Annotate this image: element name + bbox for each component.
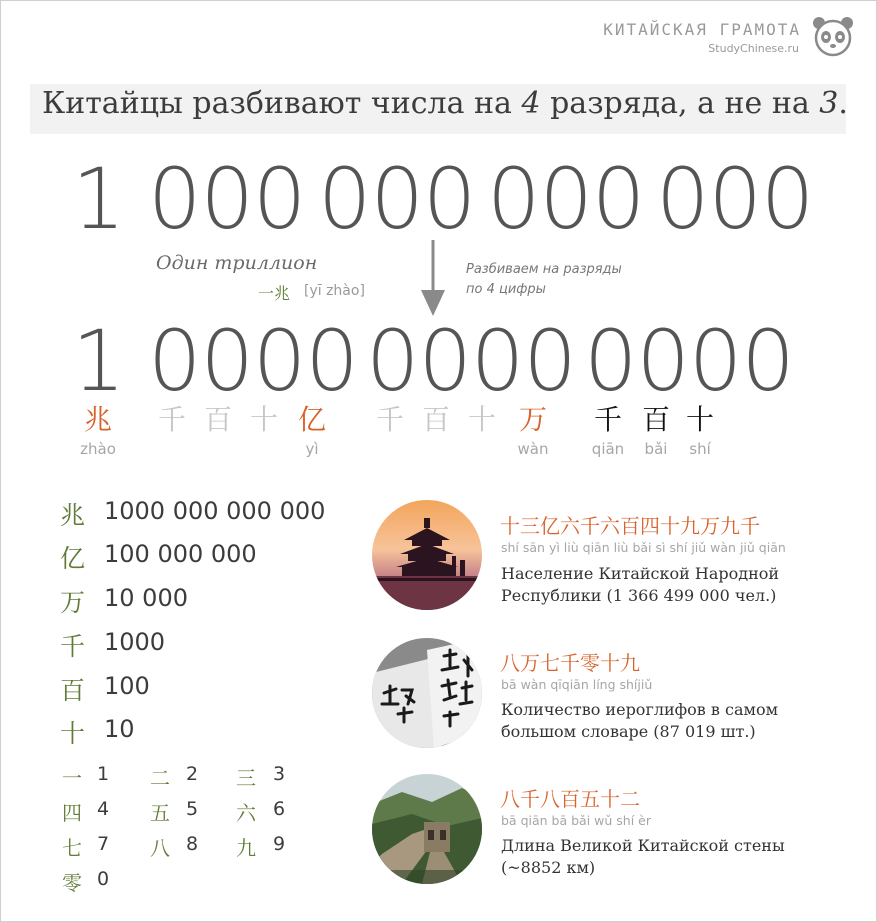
place-char: 十 <box>467 403 496 436</box>
digit-char: 二 <box>150 766 170 790</box>
unit-char: 百 <box>60 676 86 705</box>
number-group: 000 <box>318 150 476 248</box>
place-pinyin: wàn <box>517 440 549 458</box>
fact-description: Длина Великой Китайской стены (~8852 км) <box>501 836 785 877</box>
trillion-hanzi: 一兆 <box>258 284 291 303</box>
digit-value: 4 <box>97 798 110 820</box>
trillion-pinyin: [yī zhào] <box>304 283 365 299</box>
place-char: 十 <box>249 403 278 436</box>
fact-description: Количество иероглифов в самом большом словаре (87 019 шт.) <box>501 700 779 741</box>
number-group: 000 <box>148 150 306 248</box>
digit-char: 七 <box>62 836 82 860</box>
arrow-down-icon <box>420 240 446 318</box>
digit-value: 5 <box>186 798 199 820</box>
fact-hanzi: 八千八百五十二 <box>500 787 640 811</box>
calligraphy-photo <box>372 638 482 748</box>
digit-value: 9 <box>273 833 286 855</box>
digit-char: 八 <box>150 836 170 860</box>
digit-char: 四 <box>62 801 82 825</box>
panda-icon[interactable] <box>812 15 854 57</box>
digit-value: 7 <box>97 833 110 855</box>
unit-value: 10 <box>104 715 135 743</box>
unit-value: 100 000 000 <box>104 540 257 568</box>
unit-char: 万 <box>60 588 86 617</box>
digit-char: 五 <box>150 801 170 825</box>
unit-char: 十 <box>60 719 86 748</box>
place-pinyin: shí <box>689 440 711 458</box>
digit-char: 三 <box>236 766 256 790</box>
unit-value: 10 000 <box>104 584 188 612</box>
number-group: 000 <box>656 150 814 248</box>
number-group: 0000 <box>366 312 576 410</box>
pagoda-sunset-photo <box>372 500 482 610</box>
brand-name[interactable]: КИТАЙСКАЯ ГРАМОТА <box>603 20 801 39</box>
digit-char: 一 <box>62 766 82 790</box>
split-note: Разбиваем на разряды по 4 цифры <box>466 262 622 297</box>
digit-value: 0 <box>97 868 110 890</box>
place-char: 万 <box>518 403 547 436</box>
digit-char: 九 <box>236 836 256 860</box>
place-char: 十 <box>685 403 714 436</box>
place-char: 百 <box>641 403 670 436</box>
unit-value: 1000 000 000 000 <box>104 497 326 525</box>
headline: Китайцы разбивают числа на 4 разряда, а не на 3. <box>42 86 848 121</box>
digit-value: 2 <box>186 763 199 785</box>
fact-hanzi: 十三亿六千六百四十九万九千 <box>500 514 760 538</box>
trillion-label: Один триллион <box>156 252 318 274</box>
fact-pinyin: bā qiān bā bǎi wǔ shí èr <box>501 813 651 828</box>
number-lead: 1 <box>72 150 125 248</box>
digit-char: 六 <box>236 801 256 825</box>
place-char: 千 <box>157 403 186 436</box>
place-pinyin: yì <box>305 440 319 458</box>
unit-char: 亿 <box>60 544 86 573</box>
digit-value: 3 <box>273 763 286 785</box>
fact-description: Население Китайской Народной Республики (1 366 499 000 чел.) <box>501 564 780 605</box>
place-char: 兆 <box>83 403 112 436</box>
place-char: 百 <box>421 403 450 436</box>
fact-pinyin: bā wàn qīqiān líng shíjiǔ <box>501 677 653 692</box>
brand-site[interactable]: StudyChinese.ru <box>708 42 799 55</box>
place-char: 亿 <box>297 403 326 436</box>
number-group: 0000 <box>148 312 358 410</box>
fact-hanzi: 八万七千零十九 <box>500 651 640 675</box>
place-char: 千 <box>593 403 622 436</box>
digit-char: 零 <box>62 871 82 895</box>
unit-value: 100 <box>104 672 150 700</box>
number-group: 000 <box>487 150 645 248</box>
place-char: 千 <box>375 403 404 436</box>
fact-pinyin: shí sān yì liù qiān liù bǎi sì shí jiǔ wàn jiǔ qiān <box>501 540 786 555</box>
digit-value: 6 <box>273 798 286 820</box>
place-char: 百 <box>203 403 232 436</box>
unit-char: 兆 <box>60 501 86 530</box>
great-wall-photo <box>372 774 482 884</box>
place-pinyin: bǎi <box>644 440 668 458</box>
digit-value: 8 <box>186 833 199 855</box>
place-pinyin: zhào <box>80 440 116 458</box>
unit-char: 千 <box>60 632 86 661</box>
number-group: 0000 <box>584 312 794 410</box>
number-lead: 1 <box>72 312 125 410</box>
place-pinyin: qiān <box>591 440 625 458</box>
unit-value: 1000 <box>104 628 166 656</box>
digit-value: 1 <box>97 763 110 785</box>
